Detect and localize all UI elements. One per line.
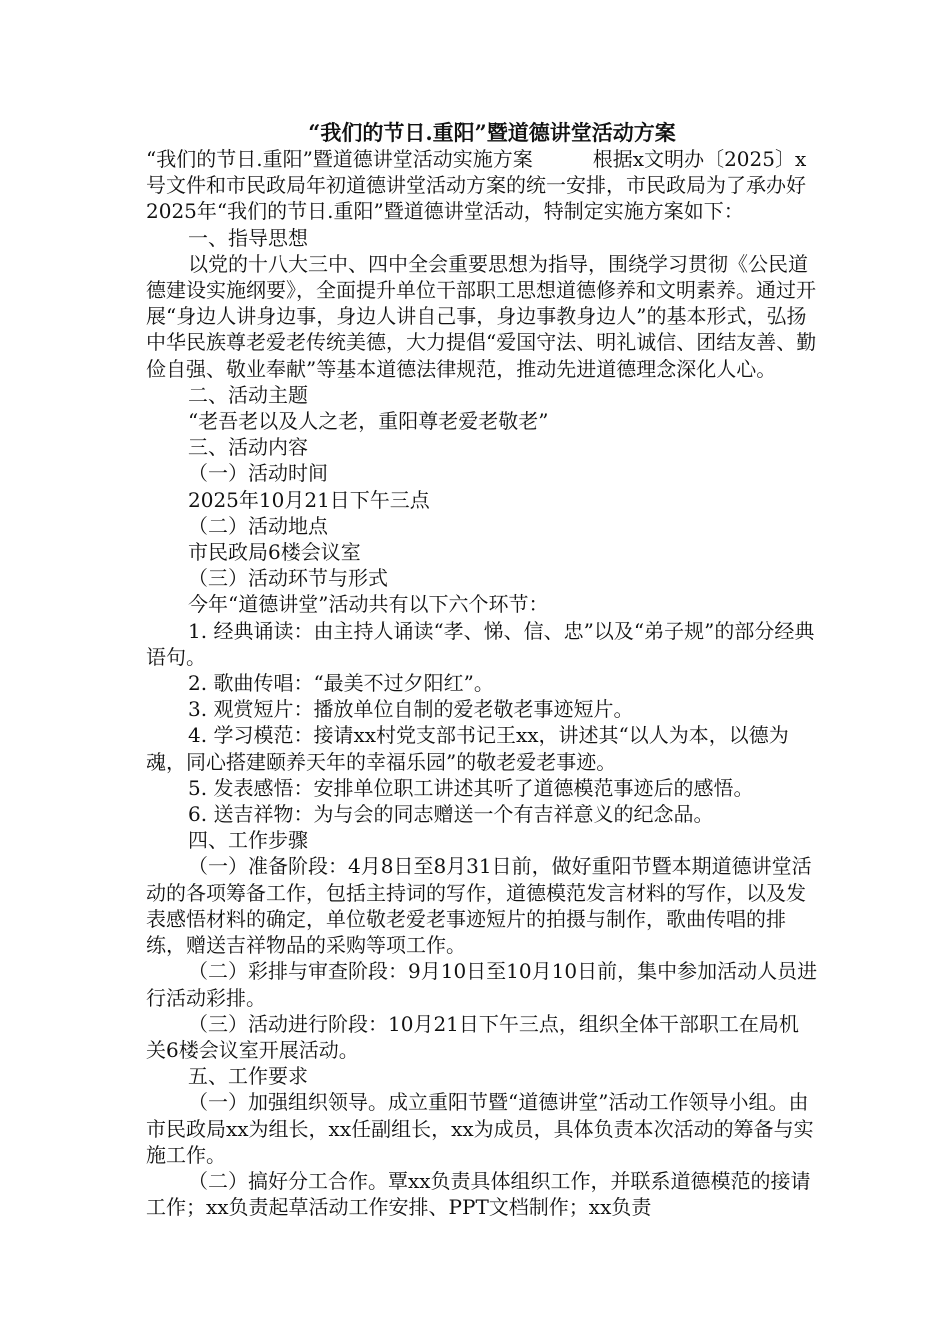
requirement-paragraph: （二）搞好分工合作。覃xx负责具体组织工作，并联系道德模范的接请工作；xx负责起草活动工作安排、PPT文档制作；xx负责: [146, 1168, 811, 1220]
step-paragraph: （三）活动进行阶段：10月21日下午三点，组织全体干部职工在局机关6楼会议室开展活动。: [146, 1011, 799, 1062]
document-page: [146, 120, 818, 1220]
list-item: 3. 观赏短片：播放单位自制的爱老敬老事迹短片。: [188, 697, 634, 722]
step-paragraph: （一）准备阶段：4月8日至8月31日前，做好重阳节暨本期道德讲堂活动的各项筹备工作，包括主持词的写作，道德模范发言材料的写作，以及发表感悟材料的确定，单位敬老爱老事迹短片的拍摄与制作，歌曲传唱的排练，赠送吉祥物品的采购等项工作。: [146, 854, 812, 958]
list-item: 2. 歌曲传唱：“最美不过夕阳红”。: [188, 671, 494, 696]
list-item: 1. 经典诵读：由主持人诵读“孝、悌、信、忠”以及“弟子规”的部分经典语句。: [146, 618, 815, 669]
list-item: 4. 学习模范：接请xx村党支部书记王xx，讲述其“以人为本，以德为魂，同心搭建颐养天年的幸福乐园”的敬老爱老事迹。: [146, 723, 789, 774]
list-item: 5. 发表感悟：安排单位职工讲述其听了道德模范事迹后的感悟。: [188, 775, 754, 800]
section-heading-3: 三、活动内容: [188, 435, 308, 460]
list-item: 6. 送吉祥物：为与会的同志赠送一个有吉祥意义的纪念品。: [188, 802, 714, 827]
subheading-location: （二）活动地点: [188, 513, 328, 538]
section-heading-5: 五、工作要求: [188, 1064, 308, 1089]
document-title: “我们的节日.重阳”暨道德讲堂活动方案: [308, 120, 676, 145]
activity-time-text: 2025年10月21日下午三点: [188, 487, 430, 512]
section-heading-1: 一、指导思想: [188, 225, 308, 250]
activity-location-text: 市民政局6楼会议室: [188, 540, 361, 565]
section-heading-2: 二、活动主题: [188, 382, 308, 407]
guiding-ideology-paragraph: 以党的十八大三中、四中全会重要思想为指导，围绕学习贯彻《公民道德建设实施纲要》，全面提升单位干部职工思想道德修养和文明素养。通过开展“身边人讲身边事，身边人讲自己事，身边事教身边人”的基本形式，弘扬中华民族尊老爱老传统美德，大力提倡“爱国守法、明礼诚信、团结友善、勤俭自强、敬业奉献”等基本道德法律规范，推动先进道德理念深化人心。: [146, 251, 817, 381]
subheading-time: （一）活动时间: [188, 461, 328, 486]
intro-paragraph: “我们的节日.重阳”暨道德讲堂活动实施方案 根据x文明办〔2025〕x号文件和市民政局年初道德讲堂活动方案的统一安排，市民政局为了承办好2025年“我们的节日.重阳”暨道德讲堂活动，特制定实施方案如下：: [146, 147, 807, 224]
subheading-format: （三）活动环节与形式: [188, 566, 388, 591]
requirement-paragraph: （一）加强组织领导。成立重阳节暨“道德讲堂”活动工作领导小组。由市民政局xx为组长，xx任副组长，xx为成员，具体负责本次活动的筹备与实施工作。: [146, 1090, 814, 1167]
format-intro-text: 今年“道德讲堂”活动共有以下六个环节：: [188, 592, 549, 617]
step-paragraph: （二）彩排与审查阶段：9月10日至10月10日前，集中参加活动人员进行活动彩排。: [146, 959, 818, 1010]
activity-theme-text: “老吾老以及人之老，重阳尊老爱老敬老”: [188, 409, 549, 434]
section-heading-4: 四、工作步骤: [188, 828, 308, 853]
